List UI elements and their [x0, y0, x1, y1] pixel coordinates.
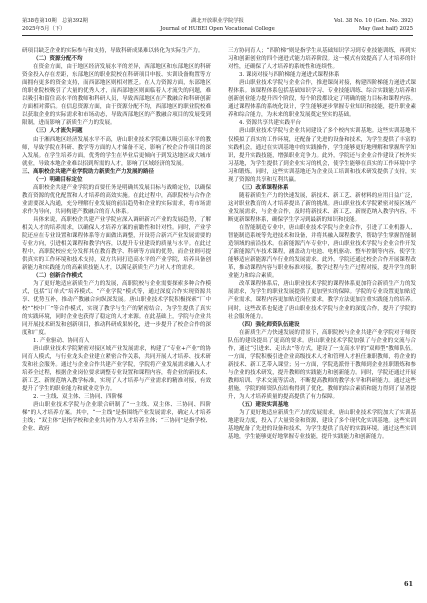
paragraph: 2. 一主线、双主体、三协同、四阶梯: [33, 394, 123, 401]
volume-info: Vol. 38 No. 10 (Gen. No. 392): [333, 18, 413, 24]
journal-title-en: Journal of HUBEI Open Vocational College: [160, 25, 275, 32]
paragraph: 为了更好地适应新质生产力的发展需求，唐山职业技术学院加大了实训基地建设力度，投入了大量资金和资源，建设了多个现代化实训基地。这些实训基地配备了先进的设备和技术，为学生提供了良好的实践环境。通过这些实训基地，学生能够更好地掌握专业技能，提升实践能力和创新能力。: [228, 410, 416, 441]
paragraph: 1. 产业驱动、协同育人: [33, 337, 90, 344]
section-heading: （一）明确目标定位: [33, 176, 83, 183]
paragraph: 随着新质生产力的快速发展，新技术、新工艺、新材料的应用日益广泛，这对职业教育的人才培养提出了新的挑战。唐山职业技术学院紧密对接区域产业发展需求，与企业合作，及时将新技术、新工艺、新规范纳入教学内容，不断更新课程体系，确保学生学习到最新的知识和技能。: [228, 192, 416, 223]
paragraph: 唐山职业技术学院紧密对接区域产业发展需求，构建了“专业+产业”的协同育人模式，与行业龙头企业建立紧密合作关系，共同开展人才培养、技术研发和社会服务。通过与企业合作共建产业学院，学院将产业发展需求融入人才培养全过程，根据企业岗位要求调整专业设置和课程内容，将企业的新技术、新工艺、新规范纳入教学标准，实现了人才培养与产业需求的精准对接，有效提升了学生的职业能力和就业竞争力。: [22, 345, 211, 392]
paragraph: 唐山职业技术学院与企业共同建设了多个校内实训基地。这些实训基地不仅模拟了真实的工作环境，还配备了先进的设备和技术，为学生提供了丰富的实践机会，通过在实训基地中的实践操作，学生能够更好地理解和掌握所学知识，提升实践技能，增强职业竞争力。此外，学院还与企业合作建设了校外实习基地，为学生提供了到企业实习的机会，使学生能够在真实的工作环境中学习和锻炼。同时，这些实训基地还为企业员工培训和技术研发提供了支持，实现了资源的共享和互利共赢。: [228, 128, 416, 183]
issue-date: 2025年5月（下）: [22, 25, 66, 32]
section-heading: （二）资源分配不均: [33, 56, 83, 63]
running-header: [22, 18, 413, 40]
issue-info: 第38卷第10期 总第392期: [22, 18, 88, 24]
paragraph: 为了更好地适应新质生产力的发展，高职院校与企业需要探索多种合作模式，包括“订单式”培养模式、“产业学院”模式等，通过深度合作实现资源共享、优势互补，推动产教融合向纵深发展。唐山职业技术学院积极探索“厂中校”“校中厂”等合作模式，实现了教学与生产的紧密结合，为学生提供了真实的实践环境，同时企业也获得了稳定的人才来源。在此基础上，学院与企业共同开展技术研发和创新项目，推动科研成果转化，进一步提升了校企合作的深度和广度。: [22, 281, 211, 336]
paragraph: 唐山职业技术学院与企业合作，推进课岗对接，构建四阶梯能力递进式课程体系。该课程体系包括基础知识学习、专业技能训练、综合实践能力培养和创新创业能力提升四个阶段，每个阶段都设定了明确的能力目标和课程内容。通过课程体系的系统化设计，学生能够逐步掌握专业知识和技能，提升职业素养和综合能力，为未来的职业发展奠定坚实的基础。: [228, 80, 416, 119]
paragraph: 三方协同育人；“四阶梯”则是指学生从基础知识学习到专业技能训练，再到实习和创新创业的四个递进式能力培养阶段。这一模式有效提高了人才培养的针对性，还确保了人才培养的系统性和连续性。: [228, 48, 416, 71]
paragraph: 改革课程体系后，唐山职业技术学院的课程体系更加符合新质生产力的发展需求，为学生的职业发展提供了更加坚实的保障。学院的专业设置更加贴近产业需求，课程内容更加贴近岗位要求，教学方法更加注重实践能力的培养。同时，这些改革也促进了唐山职业技术学院与企业的深度合作，提升了学院的社会服务能力。: [228, 281, 416, 320]
paragraph: 在新质生产力快速发展的背景下，高职院校与企业共建产业学院对于师资队伍的建设提出了更高的要求。唐山职业技术学院加强了与企业的交流与合作，通过“引进来、走出去”等方式，建设了一支高水平的“双师型”教师队伍。一方面，学院积极引进企业高级技术人才和管理人才担任兼职教师，将企业的新技术、新工艺带入课堂；另一方面，学院选派骨干教师到企业挂职锻炼和参与企业的技术研发，提升教师的实践能力和创新能力。同时，学院还通过开展教师培训、学术交流等活动，不断提高教师的教学水平和科研能力。通过这些措施，学院的师资队伍结构得到了优化，教师的综合素质和能力得到了显著提升，为人才培养质量的提高提供了有力保障。: [228, 329, 416, 401]
paragraph: 唐山职业技术学院与企业联合研制了“一主线、双主体、三协同、四阶梯”的人才培养方案。其中，“一主线”是指围绕产业发展需求，确定人才培养主线；“双主体”是指学校和企业共同作为人才培养主体；“三协同”是指学校、企业、政府: [22, 402, 211, 433]
section-heading: （四）强化师资队伍建设: [239, 321, 300, 328]
paragraph: 3. 课岗对接与四阶梯能力递进式课程体系: [239, 72, 340, 79]
volume-date: May (last half) 2025: [358, 25, 413, 32]
section-heading: 三、高职校企共建产业学院助力新质生产力发展的路径: [22, 168, 155, 175]
paragraph: 由于湘西地区经济发展水平不高，唐山职业技术学院难以吸引高水平的教师，导致学院在科研、教学等方面的人才储备不足，影响了校企合作项目的深入发展。在学生培养方面，优秀的学生在毕业后更倾向于到发达地区或大城市就业，导致本地企业难以招到所需的人才，影响了区域经济的发展。: [22, 136, 211, 167]
page-number: 61: [403, 580, 413, 588]
section-heading: （二）创新合作模式: [33, 273, 83, 280]
paragraph: 在智能制造专业中，唐山职业技术学院与企业合作，引进了工业机器人、智能制造系统等先进技术和设备，并将其融入课程教学，帮助学生掌握智能制造领域的前沿技术。在新能源汽车专业中，唐山职业技术学院与企业合作开发了新能源汽车技术课程，涵盖动力电池、电机驱动、整车控制等内容，使学生能够适应新能源汽车行业的发展需求。此外，学院还通过校企合作开展课程改革，推动课程内容与职业标准对接，教学过程与生产过程对接，提升学生的职业能力和综合素质。: [228, 225, 416, 280]
paragraph: 高职校企共建产业学院的首要任务是明确其发展目标与战略定位，以确保教育资源的优化配置和人才培养的高效实施。在此过程中，高职院校与合作企业需要深入沟通，充分理解行业发展的前沿趋势和企业的实际需求，将市场需求作为导向，共同构建产教融合的育人体系。: [22, 184, 211, 215]
paragraph: 在资金方面，由于地区经济发展水平的差异，西部地区和东部地区的科研资金投入存在差距，东部地区的职业院校在科研项目申报、实训设备购置等方面拥有更多的资金支持，而西部地区则相对匮乏。在人力资源方面，东部地区的职业院校吸引了大量的优秀人才，而西部地区则面临着人才流失的问题，难以吸引和留住高水平的教师和科研人员，导致西部地区在产教融合和科研创新方面相对滞后。在信息资源方面，由于资源分配不均，西部地区的职业院校难以获取企业的实际需求和市场动态，导致西部地区的产教融合项目的发展受到限制，进而影响了新质生产力的发展。: [22, 64, 211, 127]
section-heading: （三）人才流失问题: [33, 128, 83, 135]
paragraph: 4. 资源共享共建实践平台: [239, 120, 301, 127]
section-heading: （三）改革课程体系: [239, 184, 289, 191]
paragraph: 具体来说，高职校企共建产业学院应深入调研新兴产业的发展趋势，了解相关人才的培养需求，以确保人才培养方案的前瞻性和针对性。同时，产业学院还应在专业设置和课程体系等方面做出调整，开设符合新兴产业发展需要的专业方向，引进相关课程和教学内容，以提升专业建设的质量与水平。在此过程中，高职院校应充分发挥其在教育教学、科研等方面的优势，而企业则可提供真实的工作环境和技术支持，双方共同打造高水平的产业学院，培养具备创新能力和实践能力的高素质技能人才，以满足新质生产力对人才的需求。: [22, 216, 211, 272]
left-text-column: [22, 47, 211, 433]
header-rule: [22, 35, 413, 36]
right-text-column: [228, 47, 416, 441]
journal-title-cn: 湖北开放职业学院学报: [191, 18, 244, 24]
paragraph: 研项目缺乏企业的实际参与和支持，导致科研成果难以转化为实际生产力。: [22, 48, 204, 54]
section-heading: （五）建设实训基地: [239, 402, 289, 409]
header-right: [334, 18, 413, 33]
